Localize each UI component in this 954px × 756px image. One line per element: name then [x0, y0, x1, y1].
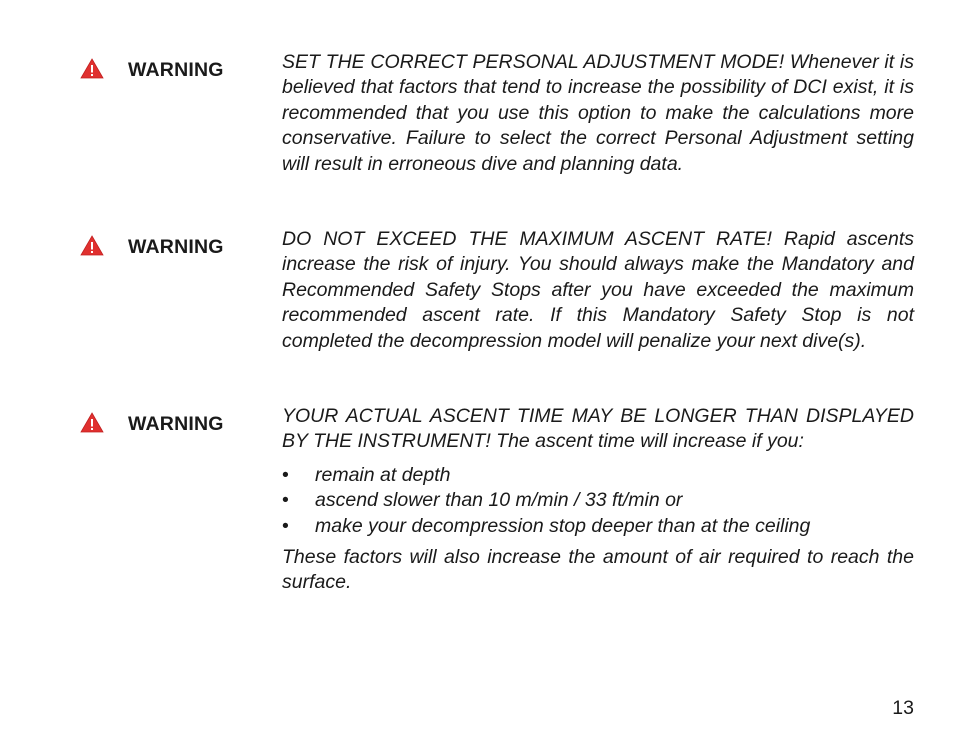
warning-label: WARNING [128, 236, 224, 258]
warning-label: WARNING [128, 59, 224, 81]
warning-outro: These factors will also increase the amount of air required to reach the surface. [282, 546, 914, 594]
warning-paragraph: SET THE CORRECT PERSONAL ADJUSTMENT MODE! Whenever it is believed that factors that tend to increase the possibility of DCI exist, it is recommended that you use this option to make the calculations more conservative. Failure to select the correct Personal Adjustment setting will result in erroneous dive and planning data. [282, 51, 914, 175]
bullet-symbol: • [282, 514, 289, 537]
warning-triangle-icon [80, 58, 104, 79]
list-item [282, 514, 914, 539]
list-item-text: make your decompression stop deeper than at the ceiling [315, 514, 811, 537]
warning-label: WARNING [128, 413, 224, 435]
bullet-symbol: • [282, 463, 289, 486]
warning-intro: YOUR ACTUAL ASCENT TIME MAY BE LONGER THAN DISPLAYED BY THE INSTRUMENT! The ascent time will increase if you: [282, 405, 914, 453]
list-item [282, 463, 914, 488]
list-item-text: remain at depth [315, 463, 451, 486]
warning-text [282, 404, 914, 596]
warning-text [282, 50, 914, 177]
bullet-symbol: • [282, 489, 289, 512]
warning-text [282, 227, 914, 354]
bullet-list [282, 463, 914, 539]
warning-paragraph: DO NOT EXCEED THE MAXIMUM ASCENT RATE! Rapid ascents increase the risk of injury. You should always make the Mandatory and Recommended Safety Stops after you have exceeded the maximum recommended ascent rate. If this Mandatory Safety Stop is not completed the decompression model will penalize your next dive(s). [282, 228, 914, 352]
warning-triangle-icon [80, 235, 104, 256]
page-number: 13 [892, 697, 914, 719]
warning-triangle-icon [80, 412, 104, 433]
list-item [282, 488, 914, 513]
list-item-text: ascend slower than 10 m/min / 33 ft/min or [315, 489, 683, 512]
